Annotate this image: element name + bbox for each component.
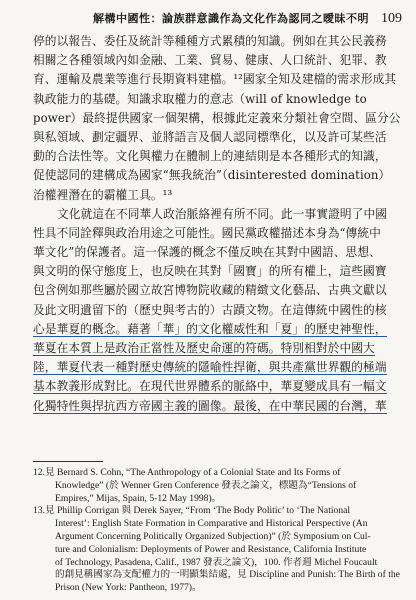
underline-highlight: 心是華夏的概念。藉著「華」的文化權威性和「夏」的歷史神聖性，	[33, 321, 387, 336]
text-line	[33, 397, 405, 416]
footnote-line: 13.見 Phillip Corrigan 與 Derek Sayer, “From ‘The Body Politic’ to ‘The National	[33, 505, 351, 517]
text-line: 與文明的保守態度上，也反映在其對「國寶」的所有權上，這些國寶	[33, 264, 387, 279]
underline-highlight: 華夏在本質上是政治正當性及歷史命運的符碼。特別相對於中國大	[33, 341, 375, 355]
text-line: 育、運輸及農業等進行長期資料建檔。¹²國家全知及建檔的需求形成其	[33, 72, 397, 87]
page-number: 109	[381, 11, 402, 26]
footnote-line: 12.見 Bernard S. Cohn, “The Anthropology of a Colonial State and Its Forms of	[33, 467, 341, 478]
text-line: 包含例如那些屬於國立故宮博物院收藏的精緻文化藝品、古典文獻以	[33, 283, 387, 298]
underline-highlight: 化獨特性與捍抗西方帝國主義的圖像。最後，在中華民國的台灣，華	[33, 398, 387, 413]
text-line: 相關之各種領域內如金融、工業、貿易、健康、人口統計、犯罪、教	[33, 53, 387, 68]
text-line: 動的合法性等。文化與權力在體制上的連結則是本各種形式的知識，	[33, 149, 387, 164]
footnote-line: Interest’: English State Formation in Comparative and Historical Perspective (An	[55, 518, 368, 530]
text-line: 治權裡潛在的霸權工具。¹³	[33, 187, 173, 202]
text-line: 及此文明遺留下的（歷史與考古的）古蹟文物。在這傳統中國性的核	[33, 302, 387, 317]
text-line: 停的以報告、委任及統計等種種方式累積的知識。例如在其公民義務	[33, 34, 387, 48]
body-text	[33, 32, 405, 416]
footnote-line: Prison (New York: Pantheon, 1977)。	[55, 582, 202, 594]
footnote-line: ture and Colonialism: Deployments of Power and Resistance, California Institute	[55, 543, 367, 555]
paragraph-start-line: 文化就這在不同華人政治脈絡裡有所不同。此一事實證明了中國	[57, 206, 388, 221]
text-line: power）最終提供國家一個架構，根據此定義來分類社會空間、區分公	[33, 110, 401, 125]
text-line: 促使認同的建構成為國家“無我統治”（disinterested domination）	[33, 168, 391, 183]
running-header	[22, 10, 402, 28]
text-line: 與私領域、劃定疆界、並將語言及個人認同標準化，以及許可某些活	[33, 129, 387, 144]
text-line: 執政能力的基礎。知識求取權力的意志（will of knowledge to	[33, 91, 367, 106]
footnote-line: Knowledge” (於 Wenner Gren Conference 發表之論文，標題為“Tensions of	[55, 479, 357, 491]
footnote-line: of Technology, Pasadena, Calif., 1987 發表之論文)，100. 作者週 Michel Foucault	[55, 556, 378, 568]
text-line	[33, 358, 405, 377]
footnote-divider	[33, 461, 103, 462]
footnote-line: Empires,” Mijas, Spain, 5-12 May 1998)。	[55, 492, 222, 504]
text-line	[33, 320, 405, 339]
running-title: 解構中國性：論族群意識作為文化作為認同之曖昧不明	[93, 12, 369, 25]
text-line: 性具不同詮釋與政治用途之可能性。國民黨政權描述本身為“傳統中	[33, 225, 381, 240]
underline-highlight: 陸，華夏代表一種對歷史傳統的隱喻性捍衛，與共產黨世界觀的極端	[33, 360, 387, 375]
footnote-line: 的創見稱國家為支配權力的一明顯集結處，見 Discipline and Punish: The Birth of the	[55, 569, 400, 581]
text-line: 華文化”的保護者。這一保護的概念不僅反映在其對中國語、思想、	[33, 245, 381, 260]
text-line	[33, 339, 405, 358]
text-line	[33, 377, 405, 396]
footnotes	[33, 467, 405, 595]
footnote-line: Argument Concerning Politically Organized Subjection)” (於 Symposium on Cul-	[55, 530, 371, 542]
underline-highlight: 基本教義形成對比。在現代世界體系的脈絡中，華夏變成具有一幅文	[33, 379, 387, 394]
